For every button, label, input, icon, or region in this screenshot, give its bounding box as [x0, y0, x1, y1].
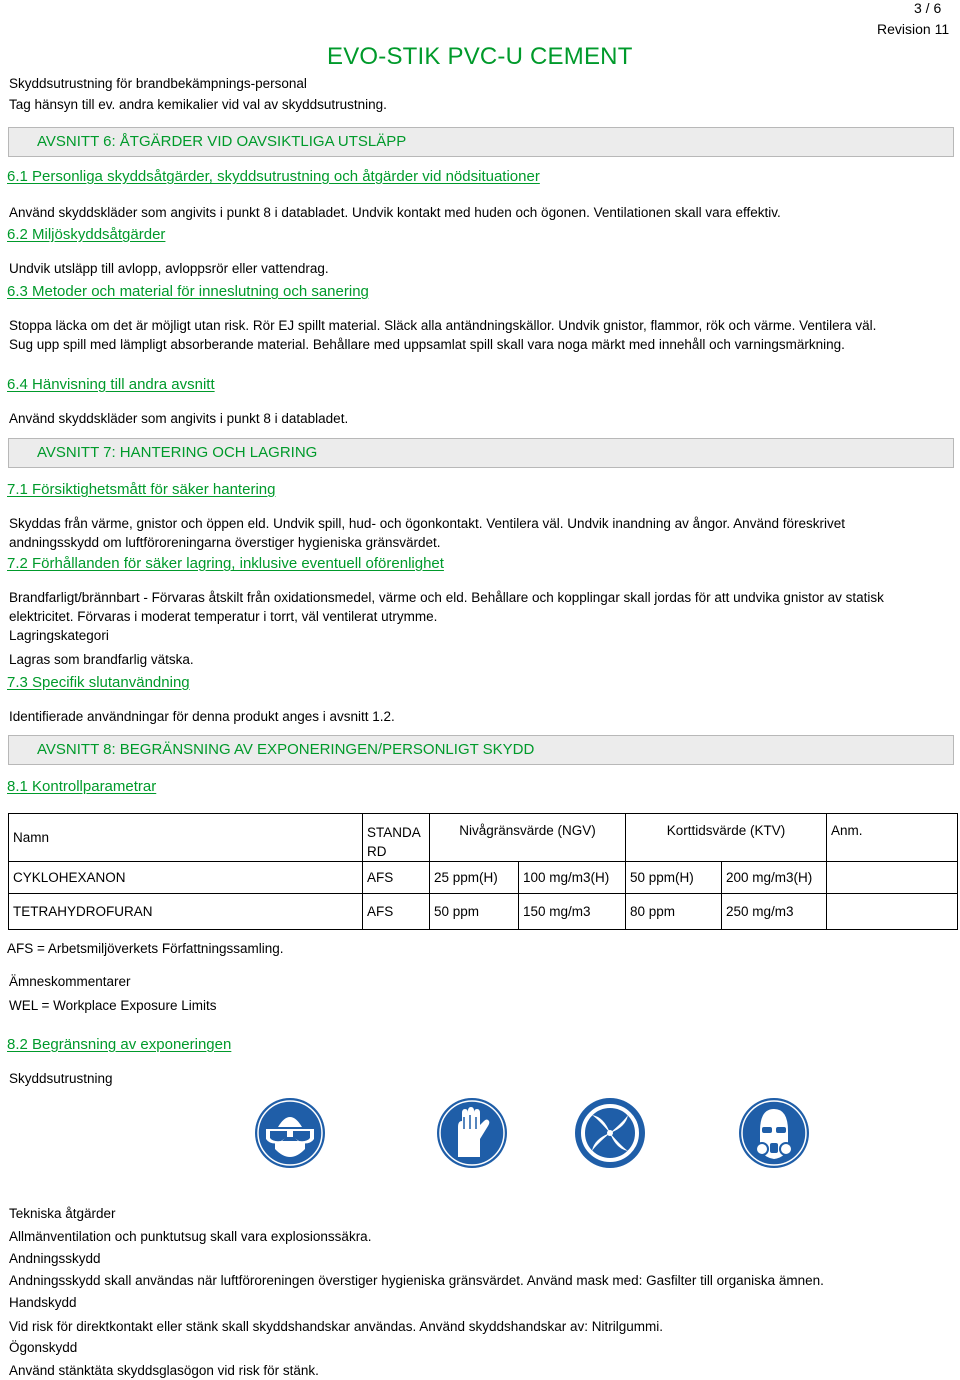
table-row [9, 894, 958, 930]
revision: Revision 11 [877, 21, 950, 37]
substance-comments-value: WEL = Workplace Exposure Limits [9, 998, 217, 1013]
cell-ktv-ppm: 80 ppm [626, 894, 722, 930]
technical-measures-label: Tekniska åtgärder [9, 1206, 116, 1221]
subsection-6-3-title: 6.3 Metoder och material för inneslutning och sanering [7, 283, 369, 300]
subsection-6-1-title: 6.1 Personliga skyddsåtgärder, skyddsutrustning och åtgärder vid nödsituationer [7, 168, 540, 185]
cell-ngv-mg: 150 mg/m3 [519, 894, 626, 930]
respiratory-protection-label: Andningsskydd [9, 1251, 101, 1266]
cell-notes [827, 862, 958, 894]
eye-protection-label: Ögonskydd [9, 1340, 78, 1355]
firefighter-ppe-text: Skyddsutrustning för brandbekämpnings-personal [9, 76, 307, 91]
section-6-title: AVSNITT 6: ÅTGÄRDER VID OAVSIKTLIGA UTSLÄPP [37, 133, 407, 150]
storage-category-label: Lagringskategori [9, 628, 109, 643]
subsection-7-1-title: 7.1 Försiktighetsmått för säker hantering [7, 481, 276, 498]
ventilation-fan-icon [574, 1097, 646, 1169]
technical-measures-value: Allmänventilation och punktutsug skall vara explosionssäkra. [9, 1229, 372, 1244]
subsection-6-2-title: 6.2 Miljöskyddsåtgärder [7, 226, 166, 243]
safety-goggles-icon [254, 1097, 326, 1169]
subsection-8-2-title: 8.2 Begränsning av exponeringen [7, 1036, 232, 1053]
section-7-title: AVSNITT 7: HANTERING OCH LAGRING [37, 444, 318, 461]
subsection-7-2-title: 7.2 Förhållanden för säker lagring, inklusive eventuell oförenlighet [7, 555, 444, 572]
eye-protection-value: Använd stänktäta skyddsglasögon vid risk för stänk. [9, 1363, 319, 1378]
subsection-6-3-text: Stoppa läcka om det är möjligt utan risk. Rör EJ spillt material. Släck alla antändningskällor. Undvik gnistor, flammor, rök och värme. Ventilera väl. Sug upp spill med lämpligt absorberande material. Behållare med uppsamlat spill skall vara noga märkt med innehåll och varningsmärkning. [9, 318, 877, 352]
cell-ktv-mg: 200 mg/m3(H) [722, 862, 827, 894]
cell-standard: AFS [363, 862, 430, 894]
exposure-limits-table [8, 813, 958, 930]
section-8-header [8, 735, 954, 765]
storage-category-value: Lagras som brandfarlig vätska. [9, 652, 194, 667]
header-ngv: Nivågränsvärde (NGV) [430, 814, 626, 862]
cell-ktv-mg: 250 mg/m3 [722, 894, 827, 930]
cell-name: TETRAHYDROFURAN [9, 894, 363, 930]
section-8-title: AVSNITT 8: BEGRÄNSNING AV EXPONERINGEN/PERSONLIGT SKYDD [37, 741, 535, 758]
afs-note: AFS = Arbetsmiljöverkets Författningssamling. [7, 941, 284, 956]
respirator-mask-icon [738, 1097, 810, 1169]
substance-comments-label: Ämneskommentarer [9, 974, 131, 989]
document-title: EVO-STIK PVC-U CEMENT [327, 43, 633, 70]
hand-protection-label: Handskydd [9, 1295, 77, 1310]
subsection-6-1-text: Använd skyddskläder som angivits i punkt 8 i databladet. Undvik kontakt med huden och ögonen. Ventilationen skall vara effektiv. [9, 205, 781, 220]
header-notes: Anm. [827, 814, 958, 862]
header-standard: STANDARD [363, 814, 430, 862]
cell-standard: AFS [363, 894, 430, 930]
cell-ngv-ppm: 25 ppm(H) [430, 862, 519, 894]
ppe-label: Skyddsutrustning [9, 1071, 113, 1086]
cell-ngv-ppm: 50 ppm [430, 894, 519, 930]
table-row [9, 862, 958, 894]
section-7-header [8, 438, 954, 468]
cell-notes [827, 894, 958, 930]
respiratory-protection-value: Andningsskydd skall användas när luftföroreningen överstiger hygieniska gränsvärdet. Använd mask med: Gasfilter till organiska ämnen. [9, 1273, 824, 1288]
section-6-header [8, 127, 954, 157]
cell-ngv-mg: 100 mg/m3(H) [519, 862, 626, 894]
header-name: Namn [9, 814, 363, 862]
subsection-8-1-title: 8.1 Kontrollparametrar [7, 778, 157, 795]
other-chemicals-text: Tag hänsyn till ev. andra kemikalier vid val av skyddsutrustning. [9, 97, 387, 112]
subsection-7-3-title: 7.3 Specifik slutanvändning [7, 674, 190, 691]
subsection-6-4-text: Använd skyddskläder som angivits i punkt 8 i databladet. [9, 411, 349, 426]
header-ktv: Korttidsvärde (KTV) [626, 814, 827, 862]
table-header-row [9, 814, 958, 862]
page-number: 3 / 6 [914, 0, 942, 16]
gloves-icon [436, 1097, 508, 1169]
subsection-6-2-text: Undvik utsläpp till avlopp, avloppsrör eller vattendrag. [9, 261, 329, 276]
subsection-7-3-text: Identifierade användningar för denna produkt anges i avsnitt 1.2. [9, 709, 395, 724]
subsection-6-4-title: 6.4 Hänvisning till andra avsnitt [7, 376, 215, 393]
subsection-7-2-text: Brandfarligt/brännbart - Förvaras åtskilt från oxidationsmedel, värme och eld. Behållare och kopplingar skall jordas för att undvika gnistor av statisk elektricitet. Förvaras i moderat temperatur i torrt, väl ventilerat utrymme. [9, 590, 884, 624]
subsection-7-1-text: Skyddas från värme, gnistor och öppen eld. Undvik spill, hud- och ögonkontakt. Ventilera väl. Undvik inandning av ångor. Använd föreskrivet andningsskydd om luftföroreningarna överstiger hygieniska gränsvärdet. [9, 516, 845, 550]
cell-name: CYKLOHEXANON [9, 862, 363, 894]
cell-ktv-ppm: 50 ppm(H) [626, 862, 722, 894]
hand-protection-value: Vid risk för direktkontakt eller stänk skall skyddshandskar användas. Använd skyddshandskar av: Nitrilgummi. [9, 1319, 664, 1334]
